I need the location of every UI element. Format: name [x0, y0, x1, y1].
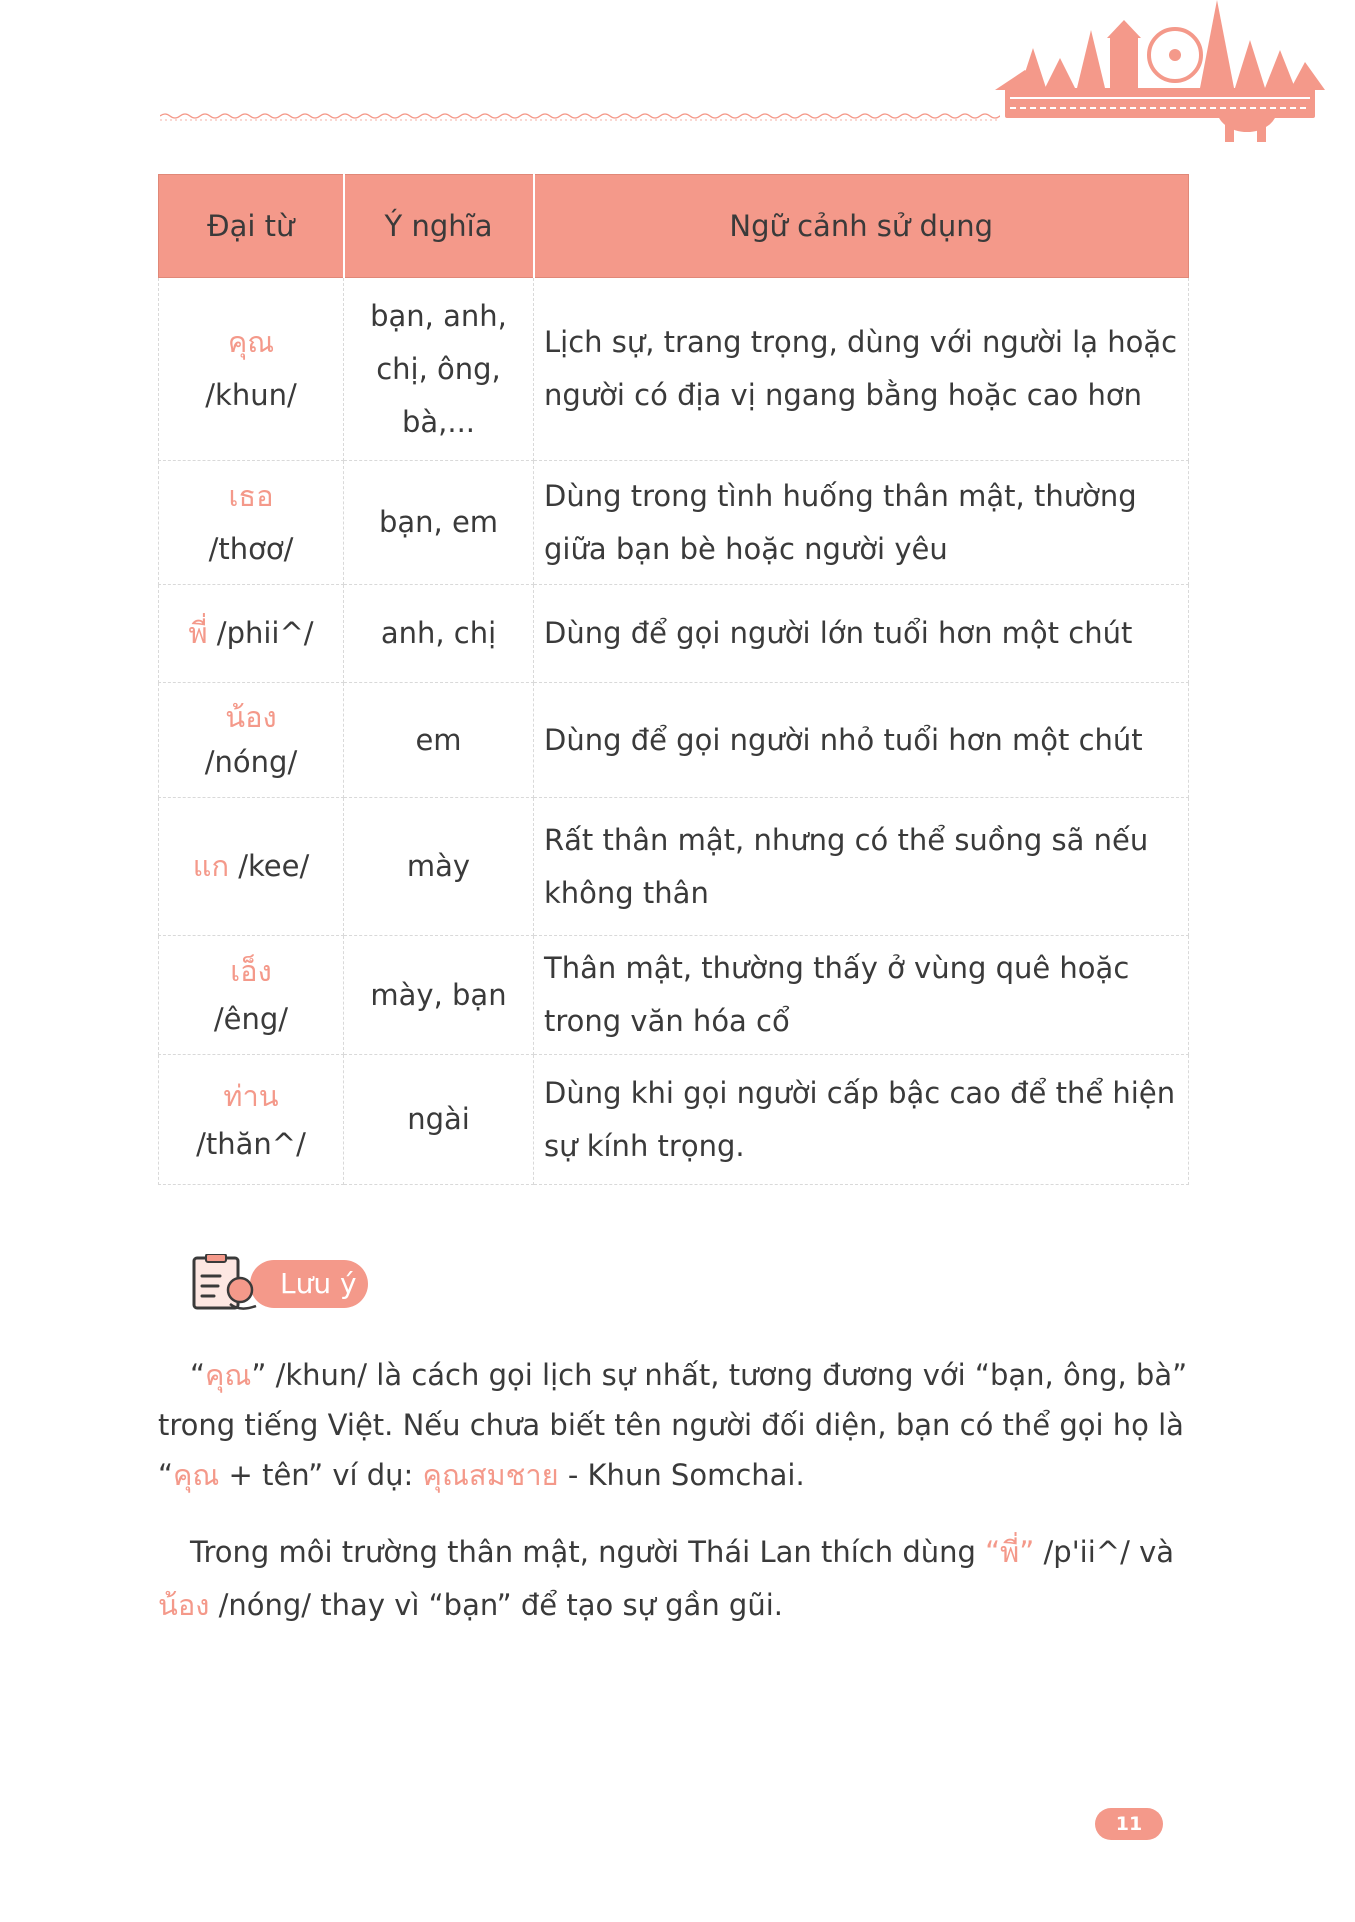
header-pronoun: Đại từ: [159, 175, 344, 278]
meaning-cell: em: [344, 683, 534, 798]
pronoun-cell: [159, 798, 344, 936]
paragraph-text: /p'ii^/ và: [1034, 1535, 1175, 1569]
pronoun-cell: [159, 278, 344, 461]
romanization: /nóng/: [204, 745, 298, 779]
meaning-cell: mày: [344, 798, 534, 936]
pronoun-cell: [159, 936, 344, 1055]
meaning-cell: ngài: [344, 1055, 534, 1185]
context-cell: Dùng khi gọi người cấp bậc cao để thể hiện sự kính trọng.: [534, 1055, 1189, 1185]
romanization: /thăn^/: [196, 1126, 306, 1161]
thai-word: พี่: [188, 616, 208, 650]
context-cell: Dùng để gọi người lớn tuổi hơn một chút: [534, 585, 1189, 683]
thai-word: คุณ: [205, 1358, 252, 1392]
table-row: [159, 278, 1189, 461]
quote-open: “: [190, 1358, 206, 1392]
table-header-row: [159, 175, 1189, 278]
table-row: [159, 461, 1189, 585]
romanization: /thơơ/: [208, 531, 294, 566]
meaning-cell: bạn, em: [344, 461, 534, 585]
thai-skyline-illustration: [985, 0, 1335, 145]
romanization: /khun/: [205, 378, 297, 412]
thai-word: “พี่”: [985, 1535, 1035, 1569]
pronoun-cell: [159, 683, 344, 798]
paragraph-text: + tên” ví dụ:: [219, 1458, 423, 1492]
thai-word: เธอ: [228, 478, 274, 513]
romanization: /êng/: [213, 1002, 289, 1036]
header-context: Ngữ cảnh sử dụng: [534, 175, 1189, 278]
context-cell: Rất thân mật, nhưng có thể suồng sã nếu không thân: [534, 798, 1189, 936]
context-cell: Dùng để gọi người nhỏ tuổi hơn một chút: [534, 683, 1189, 798]
paragraph-text: ” /khun/ là cách gọi lịch sự nhất, tương đương với “bạn, ông, bà” trong tiếng Việt. Nếu chưa biết tên người đối diện, bạn có thể gọi họ là “: [158, 1358, 1188, 1492]
pronoun-cell: [159, 585, 344, 683]
paragraph-text: - Khun Somchai.: [558, 1458, 805, 1492]
clipboard-note-icon: [190, 1254, 268, 1316]
note-paragraph-2: [158, 1526, 1188, 1632]
thai-word: แก: [192, 849, 230, 883]
note-label: [190, 1254, 370, 1316]
thai-word: น้อง: [158, 1588, 210, 1622]
paragraph-text: /nóng/ thay vì “bạn” để tạo sự gần gũi.: [209, 1588, 783, 1622]
page-number: 11: [1095, 1808, 1163, 1840]
context-cell: Dùng trong tình huống thân mật, thường giữa bạn bè hoặc người yêu: [534, 461, 1189, 585]
note-paragraph-1: [158, 1350, 1188, 1500]
table-row: [159, 798, 1189, 936]
meaning-cell: mày, bạn: [344, 936, 534, 1055]
table-row: [159, 936, 1189, 1055]
thai-word: น้อง: [225, 700, 277, 734]
table-row: [159, 683, 1189, 798]
header-wavy-divider: [160, 112, 1000, 122]
thai-word: คุณ: [173, 1458, 220, 1492]
pronoun-cell: [159, 1055, 344, 1185]
thai-word: คุณสมชาย: [422, 1458, 559, 1492]
thai-word: เอ็ง: [230, 954, 272, 988]
meaning-cell: anh, chị: [344, 585, 534, 683]
context-cell: Thân mật, thường thấy ở vùng quê hoặc trong văn hóa cổ: [534, 936, 1189, 1055]
table-row: [159, 585, 1189, 683]
note-label-text: Lưu ý: [280, 1267, 357, 1300]
paragraph-text: Trong môi trường thân mật, người Thái Lan thích dùng: [190, 1535, 986, 1569]
table-row: [159, 1055, 1189, 1185]
meaning-cell: bạn, anh, chị, ông, bà,...: [344, 278, 534, 461]
thai-word: ท่าน: [223, 1078, 279, 1113]
pronoun-table: [158, 174, 1189, 1185]
pronoun-cell: [159, 461, 344, 585]
romanization: /phii^/: [216, 616, 314, 650]
context-cell: Lịch sự, trang trọng, dùng với người lạ hoặc người có địa vị ngang bằng hoặc cao hơn: [534, 278, 1189, 461]
thai-word: คุณ: [227, 325, 275, 359]
romanization: /kee/: [238, 849, 310, 883]
header-meaning: Ý nghĩa: [344, 175, 534, 278]
